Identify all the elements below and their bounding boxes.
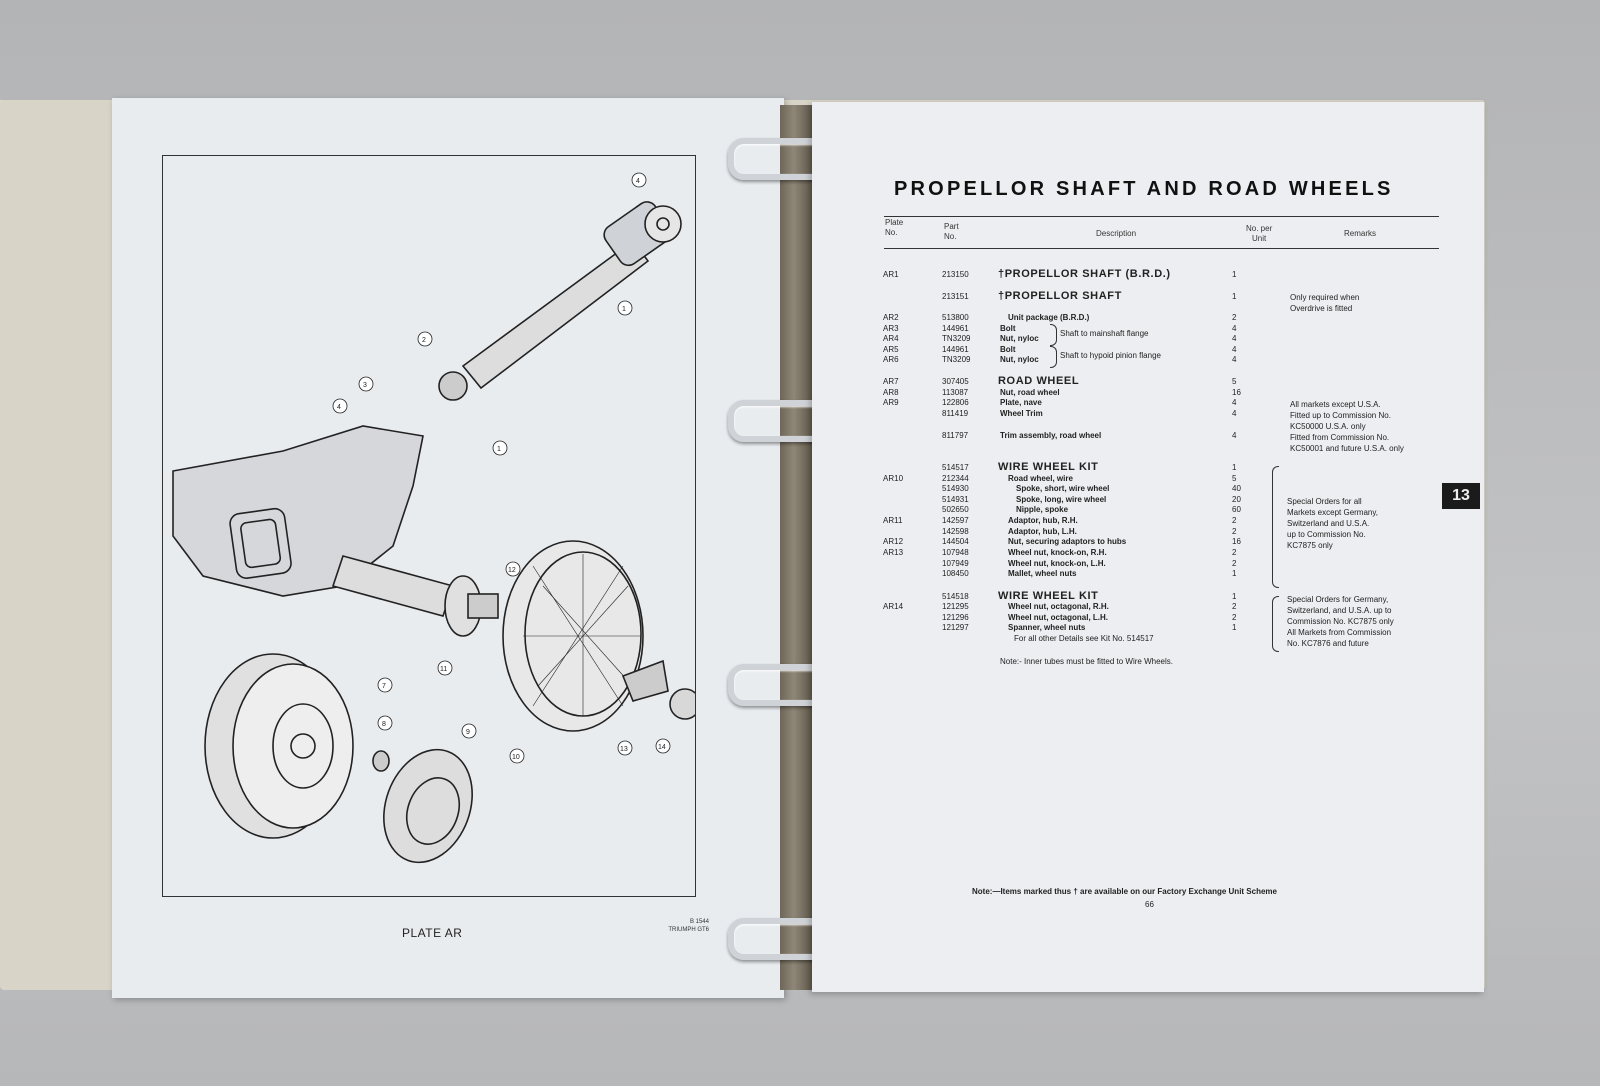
nave-plate	[373, 751, 389, 771]
row-description: Wheel Trim	[1000, 409, 1043, 418]
svg-text:7: 7	[382, 683, 386, 690]
callout-1-top	[618, 301, 632, 315]
header-top-rule	[884, 216, 1439, 217]
remark-overdrive: Only required when Overdrive is fitted	[1290, 293, 1360, 313]
row-plate-no: AR6	[883, 355, 899, 364]
octagonal-nut	[670, 689, 695, 719]
note-pinion: Shaft to hypoid pinion flange	[1060, 351, 1161, 360]
row-description: Spoke, long, wire wheel	[1016, 495, 1107, 504]
row-description: ROAD WHEEL	[998, 375, 1080, 387]
svg-text:10: 10	[512, 754, 520, 761]
remark-markets: All markets except U.S.A. Fitted up to Commission No. KC50000 U.S.A. only	[1290, 400, 1391, 431]
left-page	[112, 98, 784, 998]
row-qty: 4	[1232, 409, 1237, 418]
page-number: 66	[1145, 900, 1154, 909]
svg-text:1: 1	[497, 446, 501, 453]
row-part-no: 213151	[942, 292, 969, 301]
drawing-ref-code: B 1544 TRIUMPH GT6	[668, 919, 709, 933]
svg-text:13: 13	[620, 746, 628, 753]
row-qty: 16	[1232, 388, 1241, 397]
note-mainshaft: Shaft to mainshaft flange	[1060, 329, 1149, 338]
table-row	[812, 291, 1484, 302]
callout-14	[656, 739, 670, 753]
svg-text:4: 4	[636, 178, 640, 185]
table-row	[812, 376, 1484, 387]
row-part-no: 811797	[942, 431, 969, 440]
row-plate-no: AR7	[883, 377, 899, 386]
callout-8	[378, 716, 392, 730]
row-description: Nut, nyloc	[1000, 334, 1039, 343]
table-row	[812, 547, 1484, 558]
col-header-plate: Plate No.	[885, 218, 904, 237]
brace-special-2	[1272, 596, 1279, 652]
col-header-description: Description	[1096, 229, 1137, 238]
row-description: WIRE WHEEL KIT	[998, 590, 1099, 602]
remark-special-1: Special Orders for all Markets except Germany, Switzerland and U.S.A. up to Commission No. KC7875 only	[1287, 497, 1378, 550]
row-description: Spoke, short, wire wheel	[1016, 484, 1110, 493]
brace-special-1	[1272, 466, 1279, 588]
row-description: Nut, road wheel	[1000, 388, 1060, 397]
brace-pinion	[1050, 346, 1057, 368]
row-part-no: 502650	[942, 505, 969, 514]
col-header-part: Part No.	[944, 222, 959, 241]
row-part-no: 122806	[942, 398, 969, 407]
row-part-no: 811419	[942, 409, 969, 418]
row-qty: 4	[1232, 398, 1237, 407]
page-title: PROPELLOR SHAFT AND ROAD WHEELS	[894, 178, 1394, 200]
row-qty: 2	[1232, 602, 1237, 611]
row-qty: 1	[1232, 270, 1237, 279]
row-qty: 1	[1232, 292, 1237, 301]
svg-text:9: 9	[466, 729, 470, 736]
callout-13	[618, 741, 632, 755]
row-description: Adaptor, hub, L.H.	[1008, 527, 1077, 536]
propeller-shaft	[463, 241, 648, 388]
callout-12	[506, 562, 520, 576]
row-qty: 1	[1232, 463, 1237, 472]
row-qty: 2	[1232, 313, 1237, 322]
row-plate-no: AR9	[883, 398, 899, 407]
row-qty: 60	[1232, 505, 1241, 514]
universal-joint	[439, 372, 467, 400]
row-plate-no: AR14	[883, 602, 904, 611]
table-row	[812, 462, 1484, 473]
row-plate-no: AR8	[883, 388, 899, 397]
row-qty: 2	[1232, 527, 1237, 536]
row-description: Wheel nut, knock-on, L.H.	[1008, 559, 1106, 568]
row-part-no: 144961	[942, 345, 969, 354]
row-description: Wheel nut, knock-on, R.H.	[1008, 548, 1107, 557]
inner-tubes-note: Note:- Inner tubes must be fitted to Wire Wheels.	[1000, 657, 1173, 666]
row-part-no: 113087	[942, 388, 969, 397]
row-description: Wheel nut, octagonal, L.H.	[1008, 613, 1108, 622]
brace-mainshaft	[1050, 324, 1057, 346]
callout-4-mid	[333, 399, 347, 413]
callout-4-top	[632, 173, 646, 187]
col-header-remarks: Remarks	[1344, 229, 1377, 238]
row-description: Road wheel, wire	[1008, 474, 1073, 483]
plate-label: PLATE AR	[402, 926, 463, 940]
row-part-no: 107949	[942, 559, 969, 568]
row-part-no: 108450	[942, 569, 969, 578]
row-part-no: 513800	[942, 313, 969, 322]
row-qty: 1	[1232, 623, 1237, 632]
table-row	[812, 483, 1484, 494]
table-row	[812, 312, 1484, 323]
callout-11	[438, 661, 452, 675]
table-row	[812, 515, 1484, 526]
row-part-no: 107948	[942, 548, 969, 557]
row-plate-no: AR1	[883, 270, 899, 279]
row-description: Nut, nyloc	[1000, 355, 1039, 364]
row-plate-no: AR3	[883, 324, 899, 333]
footer-note: Note:—Items marked thus † are available on our Factory Exchange Unit Scheme	[972, 887, 1277, 896]
svg-text:4: 4	[337, 404, 341, 411]
svg-text:2: 2	[422, 337, 426, 344]
row-part-no: 121297	[942, 623, 969, 632]
remark-special-2: Special Orders for Germany, Switzerland, and U.S.A. up to Commission No. KC7875 only All Markets from Commission No. KC7876 and future	[1287, 595, 1394, 648]
row-description: Wheel nut, octagonal, R.H.	[1008, 602, 1109, 611]
row-qty: 4	[1232, 431, 1237, 440]
row-part-no: 514930	[942, 484, 969, 493]
table-row	[812, 269, 1484, 280]
row-part-no: 142598	[942, 527, 969, 536]
row-part-no: 144504	[942, 537, 969, 546]
row-qty: 5	[1232, 377, 1237, 386]
remark-from: Fitted from Commission No. KC50001 and future U.S.A. only	[1290, 433, 1404, 453]
row-description: Unit package (B.R.D.)	[1008, 313, 1090, 322]
row-part-no: 213150	[942, 270, 969, 279]
row-description: For all other Details see Kit No. 514517	[1014, 634, 1154, 643]
svg-text:1: 1	[622, 306, 626, 313]
svg-text:11: 11	[440, 666, 448, 673]
row-qty: 2	[1232, 559, 1237, 568]
row-part-no: 121295	[942, 602, 969, 611]
row-part-no: TN3209	[942, 334, 971, 343]
row-description: Bolt	[1000, 324, 1016, 333]
callout-9	[462, 724, 476, 738]
row-qty: 1	[1232, 592, 1237, 601]
row-part-no: 307405	[942, 377, 969, 386]
row-qty: 20	[1232, 495, 1241, 504]
callout-10	[510, 749, 524, 763]
callout-3	[359, 377, 373, 391]
row-description: WIRE WHEEL KIT	[998, 461, 1099, 473]
row-part-no: 142597	[942, 516, 969, 525]
svg-text:14: 14	[658, 744, 666, 751]
col-header-qty: No. per Unit	[1246, 224, 1273, 243]
row-description: Spanner, wheel nuts	[1008, 623, 1086, 632]
svg-text:3: 3	[363, 382, 367, 389]
row-part-no: 212344	[942, 474, 969, 483]
axle-tube	[333, 556, 453, 616]
svg-text:12: 12	[508, 567, 516, 574]
table-row	[812, 568, 1484, 579]
row-qty: 4	[1232, 324, 1237, 333]
row-qty: 4	[1232, 345, 1237, 354]
row-qty: 16	[1232, 537, 1241, 546]
row-part-no: 514931	[942, 495, 969, 504]
svg-text:8: 8	[382, 721, 386, 728]
exploded-parts-diagram	[163, 156, 695, 896]
row-description: Nipple, spoke	[1016, 505, 1069, 514]
header-bottom-rule	[884, 248, 1439, 249]
callout-1-mid	[493, 441, 507, 455]
row-plate-no: AR2	[883, 313, 899, 322]
row-qty: 40	[1232, 484, 1241, 493]
table-row	[812, 536, 1484, 547]
row-part-no: 144961	[942, 324, 969, 333]
flange-rear	[645, 206, 681, 242]
section-tab[interactable]: 13	[1442, 483, 1480, 509]
row-qty: 5	[1232, 474, 1237, 483]
table-row	[812, 504, 1484, 515]
callout-2	[418, 332, 432, 346]
row-plate-no: AR5	[883, 345, 899, 354]
illustration-frame	[162, 155, 696, 897]
row-part-no: 121296	[942, 613, 969, 622]
row-description: Adaptor, hub, R.H.	[1008, 516, 1078, 525]
right-page	[812, 102, 1484, 992]
row-description: Bolt	[1000, 345, 1016, 354]
row-qty: 4	[1232, 334, 1237, 343]
row-qty: 1	[1232, 569, 1237, 578]
callout-7	[378, 678, 392, 692]
row-plate-no: AR12	[883, 537, 904, 546]
row-part-no: TN3209	[942, 355, 971, 364]
row-description: †PROPELLOR SHAFT (B.R.D.)	[998, 268, 1171, 280]
row-description: Trim assembly, road wheel	[1000, 431, 1102, 440]
row-part-no: 514517	[942, 463, 969, 472]
row-qty: 2	[1232, 516, 1237, 525]
row-plate-no: AR4	[883, 334, 899, 343]
binder-spine	[780, 105, 814, 990]
row-plate-no: AR11	[883, 516, 903, 525]
row-part-no: 514518	[942, 592, 969, 601]
row-qty: 2	[1232, 548, 1237, 557]
row-qty: 2	[1232, 613, 1237, 622]
row-plate-no: AR13	[883, 548, 904, 557]
row-description: Mallet, wheel nuts	[1008, 569, 1077, 578]
row-plate-no: AR10	[883, 474, 904, 483]
row-description: Nut, securing adaptors to hubs	[1008, 537, 1127, 546]
row-description: Plate, nave	[1000, 398, 1042, 407]
row-description: †PROPELLOR SHAFT	[998, 290, 1122, 302]
row-qty: 4	[1232, 355, 1237, 364]
